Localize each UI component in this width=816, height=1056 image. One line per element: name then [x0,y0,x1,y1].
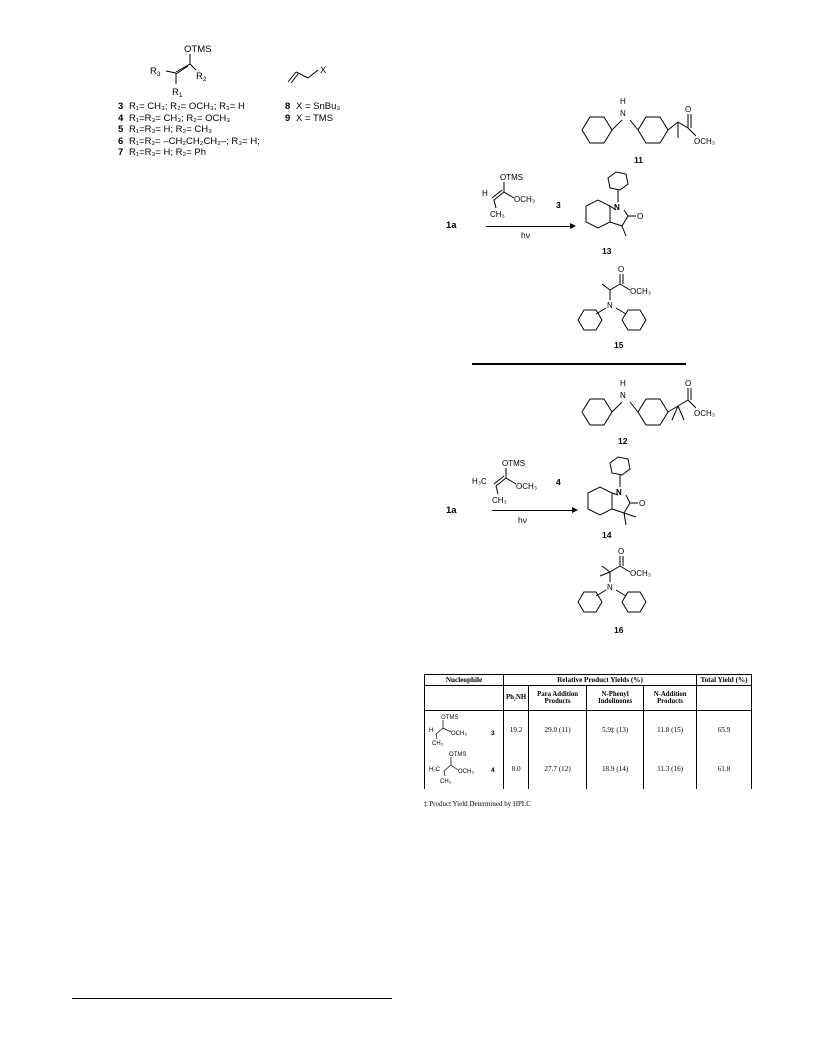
allyl-compound-list [285,101,340,124]
r3-label: R [150,66,157,77]
enol-compound-list [118,101,260,159]
svg-text:OCH₃: OCH₃ [451,731,467,737]
reactant-1a: 1a [446,505,457,516]
svg-text:R2: $R_2$ [196,71,207,83]
indolinone-yield: 18.9 (14) [587,749,644,789]
nucleophile-4-cell [425,749,504,789]
arrow-head [572,507,578,513]
reaction-arrow [492,510,574,511]
arrow-head [570,223,576,229]
reagent-3-structure [480,170,560,218]
svg-text:CH₃: CH₃ [492,496,507,505]
otms-label: OTMS [184,44,212,55]
reagent-4-structure [470,456,560,508]
svg-text:H: H [620,379,626,388]
hv-label: hν [518,515,527,525]
reactant-1a: 1a [446,220,457,231]
svg-text:O: O [685,379,692,388]
header-nucleophile: Nucleophile [425,675,504,686]
product-16-structure [574,544,694,624]
product-15-structure [574,262,694,342]
svg-text:CH₃: CH₃ [432,741,444,746]
hv-label: hν [521,230,530,240]
allyl-structure [286,60,346,90]
ph2nh-yield: 8.0 [504,749,529,789]
svg-text:OTMS: OTMS [502,459,526,468]
product-13-structure [582,170,662,245]
product-14-structure [584,455,664,535]
svg-text:O: O [685,105,692,114]
enol-silane-structure [140,42,230,100]
svg-text:O: O [639,499,646,508]
r1-label: R [172,87,179,98]
x-label: X [320,65,327,76]
compound-row: 7 R₁=R₃= H; R₂= Ph [118,147,207,159]
compound-number-11: 11 [634,155,643,165]
svg-text:CH₃: CH₃ [490,210,505,218]
svg-text:OCH₃: OCH₃ [630,287,652,296]
footnote-rule [72,998,392,999]
svg-text:H: H [620,97,626,106]
compound-number-14: 14 [602,530,612,540]
header-total-yield: Total Yield (%) [697,675,752,686]
subheader-nphenyl: N-Phenyl Indolinones [587,686,644,711]
table-row [425,749,752,789]
compound-row: 6 R₁=R₂= –CH₂CH₂CH₂–; R₃= H; [118,135,260,147]
svg-text:4: 4 [491,767,495,774]
nucleophile-4-structure [427,750,501,786]
svg-text:O: O [637,212,644,221]
svg-text:H₃C: H₃C [429,767,441,773]
svg-text:H: H [482,189,488,198]
compound-number-16: 16 [614,625,624,635]
compound-number-13: 13 [602,246,612,256]
product-11-structure [572,92,722,162]
yield-table [424,674,752,789]
total-yield: 65.9 [697,711,752,750]
svg-text:OCH₃: OCH₃ [630,569,652,578]
indolinone-yield: 5.9‡ (13) [587,711,644,750]
svg-text:OTMS: OTMS [500,173,524,182]
svg-text:H₃C: H₃C [472,477,487,486]
reagent-number-4: 4 [556,477,561,487]
table-footnote: ‡ Product Yield Determined by HPLC [424,800,531,808]
para-yield: 27.7 (12) [529,749,587,789]
table-subheader-row [425,686,752,711]
para-yield: 29.0 (11) [529,711,587,750]
subheader-naddition: N-Addition Products [644,686,697,711]
svg-text:N: N [614,203,620,212]
scheme-divider [472,363,686,365]
svg-text:OCH₃: OCH₃ [694,137,716,146]
svg-text:OCH₃: OCH₃ [514,195,536,204]
svg-text:N: N [616,488,622,497]
subheader-ph2nh: Ph₂NH [504,686,529,711]
subheader-para: Para Addition Products [529,686,587,711]
svg-text:OCH₃: OCH₃ [516,482,538,491]
ph2nh-yield: 19.2 [504,711,529,750]
naddition-yield: 11.8 (15) [644,711,697,750]
svg-text:OTMS: OTMS [441,715,459,721]
compound-row: 5 R₁=R₃= H; R₂= CH₃ [118,124,212,136]
svg-text:OTMS: OTMS [449,752,467,758]
nucleophile-3-cell [425,711,504,750]
product-12-structure [572,372,722,444]
svg-text:OCH₃: OCH₃ [694,409,716,418]
svg-text:O: O [618,265,625,274]
compound-row: 4 R₁=R₃= CH₃; R₂= OCH₃ [118,112,231,124]
svg-text:N: N [607,583,613,592]
table-header-row [425,675,752,686]
reaction-arrow [486,226,572,227]
naddition-yield: 11.3 (16) [644,749,697,789]
total-yield: 61.8 [697,749,752,789]
r2-label: R [196,71,203,82]
svg-text:OCH₃: OCH₃ [458,769,474,775]
compound-number-12: 12 [618,436,628,446]
svg-text:CH₃: CH₃ [440,779,452,785]
svg-text:N: N [607,301,613,310]
nucleophile-3-structure [427,712,501,746]
compound-number-15: 15 [614,340,624,350]
svg-text:R1: $R_1$ [172,87,183,99]
svg-text:O: O [618,547,625,556]
header-relative-yields: Relative Product Yields (%) [504,675,697,686]
svg-text:3: 3 [491,730,495,737]
reagent-number-3: 3 [556,200,561,210]
table-row [425,711,752,750]
svg-text:R3: $R_3$ [150,66,161,78]
svg-text:N: N [620,109,626,118]
svg-text:N: N [620,391,626,400]
compound-row: 9 X = TMS [285,112,334,124]
svg-text:H: H [429,728,434,734]
compound-row: 3 R₁= CH₃; R₂= OCH₃; R₃= H [118,101,245,112]
compound-row: 8 X = SnBu₃ [285,101,341,112]
